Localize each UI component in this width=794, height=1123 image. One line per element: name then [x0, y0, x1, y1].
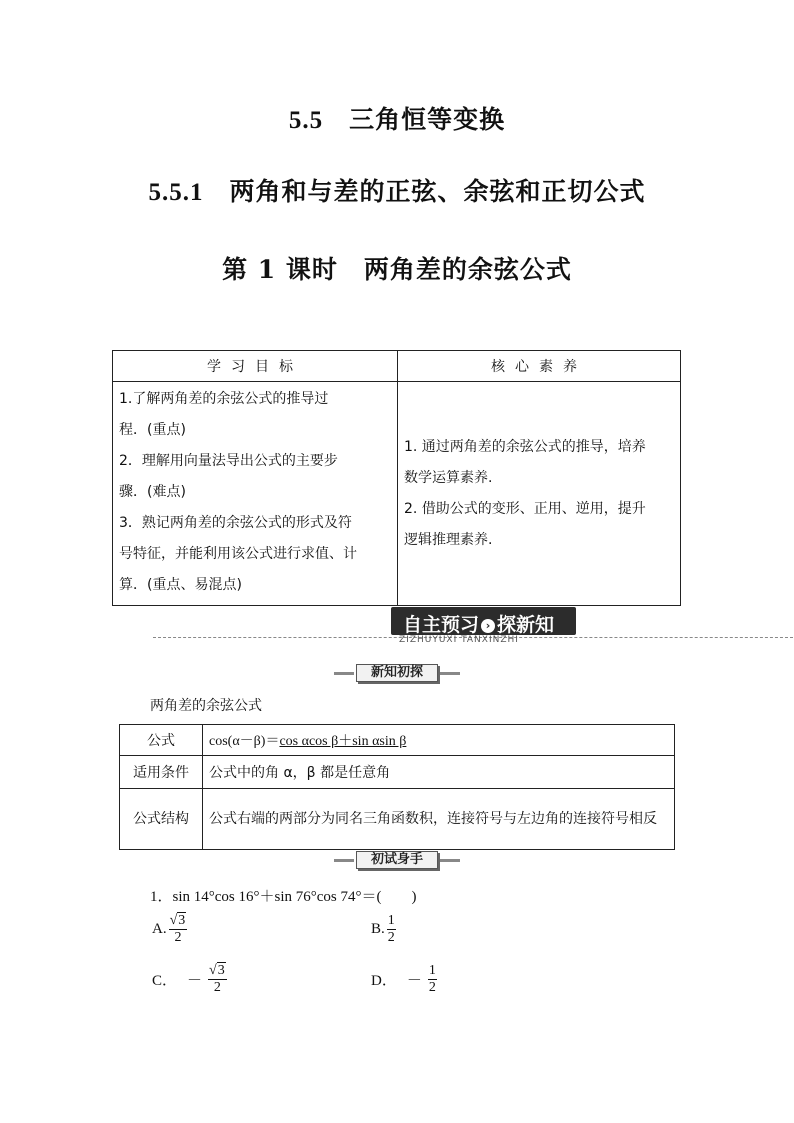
denominator: 2: [213, 980, 221, 995]
fraction: [428, 963, 437, 996]
option-d: [371, 963, 437, 996]
denominator: 2: [174, 930, 182, 945]
banner-box: [391, 607, 576, 635]
option-a: [152, 913, 187, 946]
sqrt-icon: √: [169, 913, 178, 928]
structure-value: 公式右端的两部分为同名三角函数积，连接符号与左边角的连接符号相反: [203, 789, 675, 850]
banner-left-text: 自主预习: [403, 614, 480, 636]
goal-line: 号特征，并能利用该公式进行求值、计: [119, 546, 357, 562]
fraction: [387, 913, 396, 946]
lesson-title: 第 1 课时 两角差的余弦公式: [222, 255, 572, 284]
radicand: 3: [178, 913, 186, 928]
formula-prefix: cos(α－β)＝: [209, 734, 280, 749]
banner-subtitle: ZIZHUYUXI TANXINZHI: [399, 635, 519, 645]
chevron-right-icon: ›: [481, 619, 495, 633]
goal-line: 3．熟记两角差的余弦公式的形式及符: [119, 515, 352, 531]
numerator: 1: [387, 913, 395, 928]
option-label: A.: [152, 921, 167, 937]
banner-right-text: 探新知: [497, 614, 555, 636]
literacy-line: 2. 借助公式的变形、正用、逆用，提升: [404, 500, 646, 517]
goals-header-right: 核心素养: [398, 351, 681, 382]
core-literacy-cell: [398, 382, 681, 606]
radicand: 3: [217, 963, 225, 978]
sqrt: [170, 913, 187, 929]
goal-line: 1.了解两角差的余弦公式的推导过: [119, 391, 329, 407]
subsection-number: 5.5.1: [148, 179, 204, 206]
denominator: 2: [387, 930, 395, 945]
sqrt-icon: √: [209, 963, 217, 978]
formula-table: [119, 724, 675, 850]
option-c: [152, 963, 227, 996]
fraction: [169, 913, 188, 946]
condition-key: 适用条件: [120, 756, 203, 789]
numerator: 1: [428, 963, 436, 978]
option-label: C．: [152, 973, 178, 989]
goal-line: 骤．(难点): [119, 484, 186, 500]
tag-bar-right: [440, 859, 460, 862]
tag-bar-left: [334, 859, 354, 862]
tag-label: 新知初探: [356, 664, 438, 682]
goal-line: 程．(重点): [119, 422, 186, 438]
new-knowledge-tag: [356, 664, 438, 682]
formula-heading: 两角差的余弦公式: [150, 698, 262, 714]
goals-header-left: 学习目标: [113, 351, 398, 382]
goal-line: 2．理解用向量法导出公式的主要步: [119, 453, 338, 469]
option-label: D．: [371, 973, 397, 989]
formula-expansion: cos αcos β＋sin αsin β: [279, 734, 407, 749]
denominator: 2: [428, 980, 436, 995]
practice-tag: [356, 851, 438, 869]
subsection-title: [0, 172, 794, 208]
numerator: [208, 963, 227, 980]
fraction: [208, 963, 227, 996]
tag-label: 初试身手: [356, 851, 438, 869]
section-number: 5.5: [288, 107, 324, 134]
subsection-title-text: 两角和与差的正弦、余弦和正切公式: [229, 177, 646, 206]
structure-key: 公式结构: [120, 789, 203, 850]
numerator: [169, 913, 188, 930]
banner-label: [403, 610, 554, 637]
literacy-line: 逻辑推理素养.: [404, 531, 493, 548]
condition-value: 公式中的角 α，β 都是任意角: [203, 756, 675, 789]
formula-key: 公式: [120, 725, 203, 756]
goal-line: 算．(重点、易混点): [119, 577, 242, 593]
sqrt: [209, 963, 226, 979]
question-stem: 1．sin 14°cos 16°＋sin 76°cos 74°＝( ): [150, 889, 417, 905]
literacy-line: 数学运算素养.: [404, 469, 493, 486]
minus-sign: －: [187, 973, 203, 989]
minus-sign: －: [406, 973, 422, 989]
tag-bar-left: [334, 672, 354, 675]
section-title-text: 三角恒等变换: [349, 105, 506, 134]
learning-goals-cell: [113, 382, 398, 606]
goals-table: [112, 350, 681, 606]
section-banner: [383, 607, 581, 647]
option-b: [371, 913, 396, 946]
literacy-line: 1. 通过两角差的余弦公式的推导，培养: [404, 438, 646, 455]
section-title: [0, 100, 794, 136]
option-label: B.: [371, 921, 385, 937]
tag-bar-right: [440, 672, 460, 675]
formula-value: [203, 725, 675, 756]
